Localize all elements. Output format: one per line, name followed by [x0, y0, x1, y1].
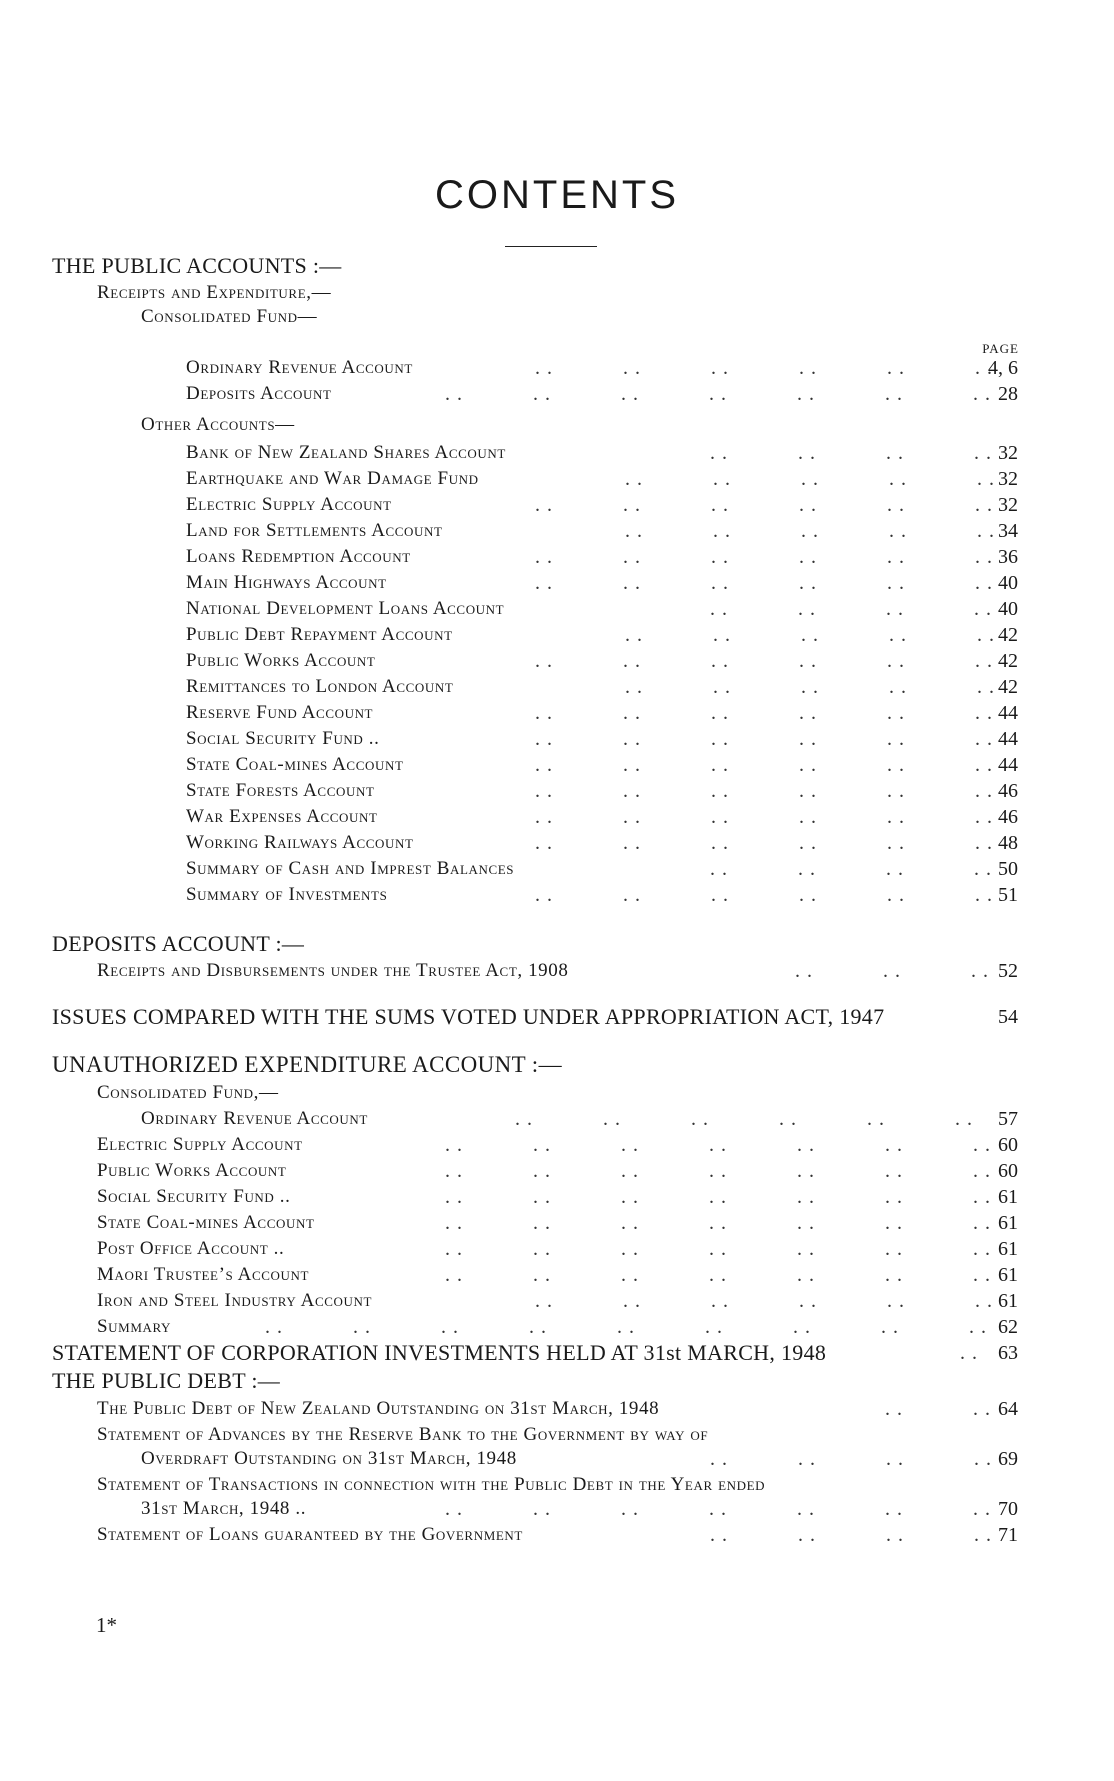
toc-entry[interactable]	[0, 1522, 1114, 1548]
toc-entry-label: Iron and Steel Industry Account	[97, 1290, 372, 1311]
toc-entry[interactable]	[0, 622, 1114, 648]
leader-dots: . . . . . . . . . . . . . .	[445, 1160, 991, 1182]
toc-entry-page: 62	[998, 1316, 1018, 1338]
toc-entry-page: 46	[998, 780, 1018, 802]
toc-entry[interactable]	[0, 648, 1114, 674]
toc-entry-label: Statement of Transactions in connection with the Public Debt in the Year ended	[97, 1474, 766, 1495]
toc-entry[interactable]	[0, 518, 1114, 544]
toc-entry-page: 46	[998, 806, 1018, 828]
toc-entry-line	[0, 1472, 1114, 1498]
leader-dots: . . . . . . . .	[710, 1448, 992, 1470]
toc-entry-page: 44	[998, 728, 1018, 750]
toc-entry[interactable]	[0, 544, 1114, 570]
leader-dots: . . . . . . . . . . . .	[535, 702, 993, 724]
toc-entry-label: Public Debt Repayment Account	[186, 624, 453, 645]
toc-entry[interactable]	[0, 804, 1114, 830]
toc-entry-page: 71	[998, 1524, 1018, 1546]
toc-entry[interactable]	[0, 1396, 1114, 1422]
toc-entry-label: Main Highways Account	[186, 572, 387, 593]
toc-entry[interactable]	[0, 570, 1114, 596]
toc-entry-label: Summary of Cash and Imprest Balances	[186, 858, 515, 879]
toc-entry-page: 34	[998, 520, 1018, 542]
leader-dots: . . . . . . . . . . . .	[535, 728, 993, 750]
toc-entry[interactable]	[0, 492, 1114, 518]
section-heading-unauthorized-expenditure: UNAUTHORIZED EXPENDITURE ACCOUNT :—	[52, 1052, 562, 1077]
toc-entry-label: Reserve Fund Account	[186, 702, 374, 723]
leader-dots: . . . . . . . . . . . . . .	[445, 1134, 991, 1156]
toc-entry-page: 42	[998, 650, 1018, 672]
toc-entry-page: 52	[998, 960, 1018, 982]
leader-dots: . . . . . . . . . .	[625, 468, 995, 490]
toc-entry-page: 61	[998, 1264, 1018, 1286]
toc-entry-page: 32	[998, 494, 1018, 516]
toc-entry[interactable]	[0, 1132, 1114, 1158]
toc-entry[interactable]	[0, 830, 1114, 856]
toc-entry-page: 64	[998, 1398, 1018, 1420]
toc-entry-label: Loans Redemption Account	[186, 546, 411, 567]
toc-entry-page: 44	[998, 702, 1018, 724]
toc-entry-page: 63	[998, 1342, 1018, 1364]
leader-dots: . . . . . . . . . . . . . . . . . .	[265, 1316, 987, 1338]
signature-mark: 1*	[96, 1613, 117, 1637]
toc-entry[interactable]	[0, 856, 1114, 882]
leader-dots: . . . . . . . . . . . .	[535, 572, 993, 594]
toc-entry-page: 61	[998, 1186, 1018, 1208]
toc-entry-label: Public Works Account	[186, 650, 376, 671]
leader-dots: . . . . . . . . . . . .	[535, 357, 993, 379]
toc-entry-label: 31st March, 1948 ..	[141, 1498, 307, 1519]
toc-entry-page: 61	[998, 1290, 1018, 1312]
toc-entry-page: 32	[998, 442, 1018, 464]
leader-dots: . . . .	[885, 1398, 991, 1420]
toc-entry-label: Ordinary Revenue Account	[186, 357, 413, 378]
page-column-label: PAGE	[982, 341, 1019, 356]
toc-entry[interactable]	[0, 1210, 1114, 1236]
subheading-consolidated-fund: Consolidated Fund,—	[97, 1082, 279, 1103]
toc-entry[interactable]	[0, 726, 1114, 752]
leader-dots: . . . . . . . . . . . .	[535, 546, 993, 568]
toc-entry-label: Statement of Advances by the Reserve Bank to the Government by way of	[97, 1424, 709, 1445]
toc-entry-page: 4, 6	[988, 357, 1018, 379]
toc-entry-label: Deposits Account	[186, 383, 332, 404]
toc-entry-label: ISSUES COMPARED WITH THE SUMS VOTED UNDER APPROPRIATION ACT, 1947	[52, 1004, 885, 1029]
toc-entry-label: War Expenses Account	[186, 806, 378, 827]
section-heading-public-debt: THE PUBLIC DEBT :—	[52, 1368, 281, 1393]
page-title: CONTENTS	[435, 173, 679, 217]
toc-entry-label: Statement of Loans guaranteed by the Government	[97, 1524, 523, 1545]
leader-dots: . . . . . . . . . . . . . .	[445, 1212, 991, 1234]
toc-entry[interactable]	[0, 958, 1114, 984]
toc-entry-label: Post Office Account ..	[97, 1238, 285, 1259]
toc-entry-label: National Development Loans Account	[186, 598, 505, 619]
toc-entry[interactable]	[0, 1158, 1114, 1184]
leader-dots: . . . . . . . .	[710, 598, 992, 620]
toc-entry-page: 48	[998, 832, 1018, 854]
toc-entry-page: 44	[998, 754, 1018, 776]
leader-dots: . . . . . . . .	[710, 442, 992, 464]
toc-entry-page: 61	[998, 1212, 1018, 1234]
toc-entry-page: 61	[998, 1238, 1018, 1260]
subheading-consolidated-fund: Consolidated Fund—	[141, 306, 318, 327]
toc-entry-page: 40	[998, 572, 1018, 594]
leader-dots: . . . . . . . . . . . . . .	[445, 1238, 991, 1260]
toc-entry-label: Electric Supply Account	[186, 494, 392, 515]
toc-entry-label: Public Works Account	[97, 1160, 287, 1181]
toc-entry[interactable]	[0, 1314, 1114, 1340]
toc-entry[interactable]	[0, 1446, 1114, 1472]
section-heading-deposits-account: DEPOSITS ACCOUNT :—	[52, 931, 305, 956]
toc-entry-page: 70	[998, 1498, 1018, 1520]
toc-entry-label: STATEMENT OF CORPORATION INVESTMENTS HELD AT 31st MARCH, 1948	[52, 1340, 827, 1365]
toc-entry-issues[interactable]	[0, 1004, 1114, 1030]
toc-entry-label: Overdraft Outstanding on 31st March, 1948	[141, 1448, 517, 1469]
leader-dots: . . . . . . . . . . . .	[515, 1108, 973, 1130]
toc-entry[interactable]	[0, 440, 1114, 466]
toc-entry[interactable]	[0, 1236, 1114, 1262]
toc-entry[interactable]	[0, 1262, 1114, 1288]
toc-entry-page: 36	[998, 546, 1018, 568]
leader-dots: . . . . . . . . . .	[625, 520, 995, 542]
toc-entry-label: Social Security Fund ..	[97, 1186, 291, 1207]
leader-dots: . . . . . . . . . . . .	[535, 1290, 993, 1312]
leader-dots: . . . . . . . . . . . .	[535, 832, 993, 854]
leader-dots: . . . . . . . . . . . .	[535, 754, 993, 776]
toc-entry-line	[0, 1422, 1114, 1448]
toc-entry-label: Summary	[97, 1316, 172, 1337]
toc-entry[interactable]	[0, 381, 1114, 407]
toc-entry-label: State Forests Account	[186, 780, 375, 801]
toc-entry-label: Social Security Fund ..	[186, 728, 380, 749]
toc-entry[interactable]	[0, 882, 1114, 908]
toc-entry-page: 60	[998, 1134, 1018, 1156]
leader-dots: . . . . . . . . . . . .	[535, 780, 993, 802]
toc-entry-corporation-investments[interactable]	[0, 1340, 1114, 1366]
toc-entry[interactable]	[0, 466, 1114, 492]
toc-entry-label: Ordinary Revenue Account	[141, 1108, 368, 1129]
toc-entry-label: Maori Trustee’s Account	[97, 1264, 310, 1285]
toc-entry[interactable]	[0, 778, 1114, 804]
leader-dots: . . . . . . . . . . . . . .	[445, 1498, 991, 1520]
toc-entry-page: 40	[998, 598, 1018, 620]
toc-entry-page: 50	[998, 858, 1018, 880]
toc-entry-page: 69	[998, 1448, 1018, 1470]
subheading-other-accounts: Other Accounts—	[141, 414, 295, 435]
toc-entry-label: Working Railways Account	[186, 832, 414, 853]
toc-entry[interactable]	[0, 1288, 1114, 1314]
toc-entry-label: State Coal-mines Account	[186, 754, 404, 775]
toc-entry-label: Receipts and Disbursements under the Trustee Act, 1908	[97, 960, 569, 981]
leader-dots: . . . . . . . . . . . . . .	[445, 1264, 991, 1286]
toc-entry[interactable]	[0, 1106, 1114, 1132]
toc-entry-page: 57	[998, 1108, 1018, 1130]
toc-entry[interactable]	[0, 700, 1114, 726]
toc-entry-label: Electric Supply Account	[97, 1134, 303, 1155]
leader-dots: . . . . . . . . . . . . . .	[445, 1186, 991, 1208]
toc-entry-page: 42	[998, 676, 1018, 698]
leader-dots: . . . . . .	[795, 960, 989, 982]
leader-dots: . . . . . . . .	[710, 858, 992, 880]
leader-dots: . . . . . . . . . .	[625, 624, 995, 646]
toc-entry[interactable]	[0, 752, 1114, 778]
subheading-receipts-expenditure: Receipts and Expenditure,—	[97, 282, 332, 303]
toc-entry-page: 28	[998, 383, 1018, 405]
leader-dots: . . . . . . . . . . . .	[535, 806, 993, 828]
toc-entry-page: 32	[998, 468, 1018, 490]
leader-dots: . . . . . . . . . . . .	[535, 494, 993, 516]
toc-entry-label: Earthquake and War Damage Fund	[186, 468, 479, 489]
toc-entry[interactable]	[0, 1184, 1114, 1210]
leader-dots: . . . . . . . . . . . .	[535, 884, 993, 906]
toc-entry-label: The Public Debt of New Zealand Outstanding on 31st March, 1948	[97, 1398, 660, 1419]
toc-entry-label: Bank of New Zealand Shares Account	[186, 442, 506, 463]
title-divider	[505, 246, 597, 247]
leader-dots: . .	[960, 1342, 978, 1364]
leader-dots: . . . . . . . .	[710, 1524, 992, 1546]
toc-entry-page: 51	[998, 884, 1018, 906]
toc-entry-page: 60	[998, 1160, 1018, 1182]
leader-dots: . . . . . . . . . . . .	[535, 650, 993, 672]
toc-entry-page: 54	[998, 1006, 1018, 1028]
toc-entry[interactable]	[0, 596, 1114, 622]
toc-entry-label: Remittances to London Account	[186, 676, 454, 697]
leader-dots: . . . . . . . . . .	[625, 676, 995, 698]
toc-entry[interactable]	[0, 674, 1114, 700]
toc-entry[interactable]	[0, 1496, 1114, 1522]
leader-dots: . . . . . . . . . . . . . .	[445, 383, 991, 405]
toc-entry-page: 42	[998, 624, 1018, 646]
toc-entry-label: State Coal-mines Account	[97, 1212, 315, 1233]
toc-entry[interactable]	[0, 355, 1114, 381]
toc-entry-label: Summary of Investments	[186, 884, 388, 905]
section-heading-public-accounts: THE PUBLIC ACCOUNTS :—	[52, 253, 342, 278]
toc-entry-label: Land for Settlements Account	[186, 520, 443, 541]
